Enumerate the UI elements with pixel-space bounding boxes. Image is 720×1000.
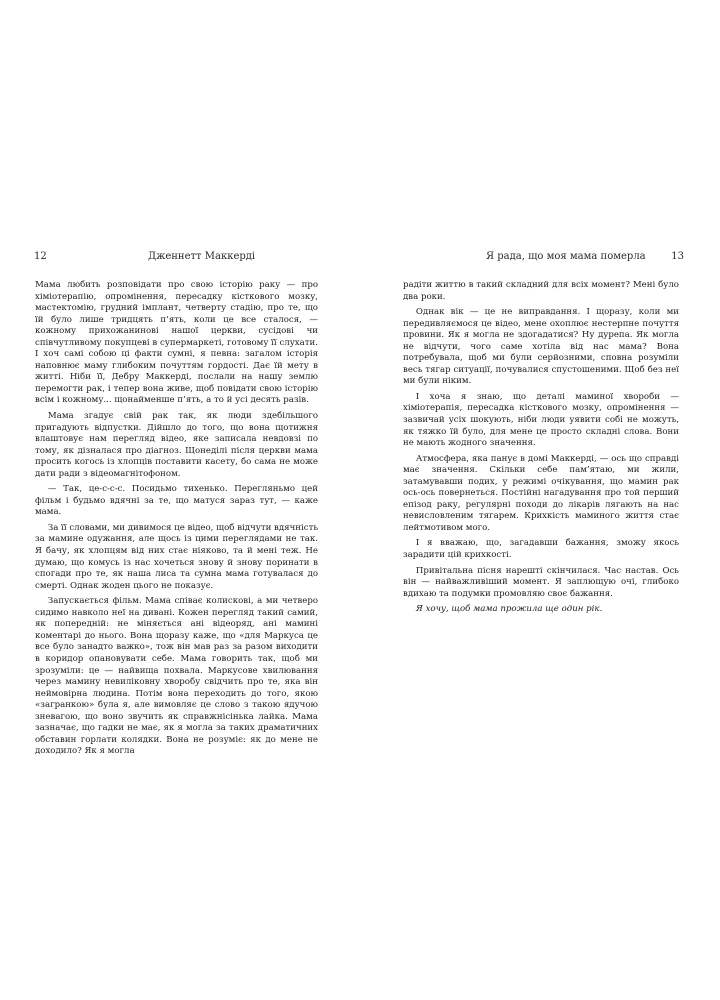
page-number: 12 <box>34 251 47 262</box>
paragraph: І я вважаю, що, загадавши бажання, зможу якось зарадити цій крихкості. <box>403 538 679 561</box>
paragraph: радіти життю в такий складний для всіх момент? Мені було два роки. <box>403 280 679 302</box>
paragraph: І хоча я знаю, що деталі маминої хвороби — хіміотерапія, пересадка кісткового мозку, опромінення — зазвичай усіх шокують, ніби люди уявити собі не можуть, як тяжко їй було, для мене це просто складні слова. Вони не мають жодного значення. <box>403 391 679 449</box>
right-page <box>360 0 720 1000</box>
body-text <box>35 280 318 762</box>
paragraph: Запускається фільм. Мама співає колискові, а ми четверо сидимо навколо неї на дивані. Кожен перегляд такий самий, як попередній: не міняється ані відеоряд, ані мамині коментарі до нього. Вона щоразу каже, що «для Маркуса це все було занадто важко», тож він мав раз за разом виходити в коридор опановувати себе. Мама говорить так, щоб ми зрозуміли: це — найвища похвала. Маркусове хвилювання через мамину невиліковну хворобу свідчить про те, яка він неймовірна людина. Потім вона переходить до того, якою «загранкою» була я, але вимовляє це слово з такою ядучою зневагою, що воно звучить як справжнісінька лайка. Мама зазначає, що гадки не має, як я могла за таких драматичних обставин горлати колядки. Вона не розуміє: як до мене не доходило? Як я могла <box>35 596 318 757</box>
body-text <box>403 280 679 620</box>
paragraph: Атмосфера, яка панує в домі Маккерді, — ось що справді має значення. Скільки себе пам’ятаю, ми жили, затамувавши подих, у режимі очікування, що мамин рак ось-ось повернеться. Постійні нагадування про той перший епізод раку, регулярні походи до лікарів лягають на нас невисловленим тягарем. Крихкість маминого життя стає лейтмотивом мого. <box>403 453 679 533</box>
paragraph: — Так, це-с-с-с. Посидьмо тихенько. Перегляньмо цей фільм і будьмо вдячні за те, що матуся зараз тут, — каже мама. <box>35 484 318 518</box>
paragraph: Мама згадує свій рак так, як люди здебільшого пригадують відпустки. Дійшло до того, що вона щотижня влаштовує нам перегляд відео, яке записала невдовзі по тому, як дізналася про діагноз. Щонеділі після церкви мама просить когось із хлопців поставити касету, бо сама не може дати ради з відеомагнітофоном. <box>35 411 318 479</box>
paragraph: За її словами, ми дивимося це відео, щоб відчути вдячність за мамине одужання, але щось із цими переглядами не так. Я бачу, як хлопцям від них стає ніяково, та й мені теж. Не думаю, що комусь із нас хочеться знову й знову поринати в спогади про те, як наша лиса та сумна мама готувалася до смерті. Однак жоден цього не показує. <box>35 522 318 591</box>
running-head: Я рада, що моя мама померла <box>486 251 646 262</box>
page-number: 13 <box>671 251 684 262</box>
running-head: Дженнетт Маккерді <box>148 251 256 262</box>
paragraph: Привітальна пісня нарешті скінчилася. Час настав. Ось він — найважливіший момент. Я заплющую очі, глибоко вдихаю та подумки промовляю своє бажання. <box>403 565 679 599</box>
italic-wish-line: Я хочу, щоб мама прожила ще один рік. <box>415 604 603 615</box>
paragraph: Мама любить розповідати про свою історію раку — про хіміотерапію, опромінення, пересадку кісткового мозку, мастектомію, грудний імплант, четверту стадію, про те, що їй було лише тридцять п’ять, коли це все сталося, — кожному прихожанинові нашої церкви, сусідові чи співчутливому покупцеві в супермаркеті, готовому її слухати. І хоч самі собою ці факти сумні, я певна: загалом історія наповнює маму глибоким почуттям гордості. Дає їй мету в житті. Ніби її, Дебру Маккерді, послали на нашу землю перемогти рак, і тепер вона живе, щоб повідати свою історію всім і кожному... щонайменше п’ять, а то й усі десять разів. <box>35 280 318 406</box>
paragraph: Однак вік — це не виправдання. І щоразу, коли ми передивляємося це відео, мене охоплює нестерпне почуття провини. Як я могла не здогадатися? Ну дурепа. Як могла не відчути, чого саме хотіла від нас мама? Вона потребувала, щоб ми були серйозними, сповна розуміли весь тягар ситуації, почувалися спустошеними. Щоб без неї ми були ніким. <box>403 307 679 387</box>
